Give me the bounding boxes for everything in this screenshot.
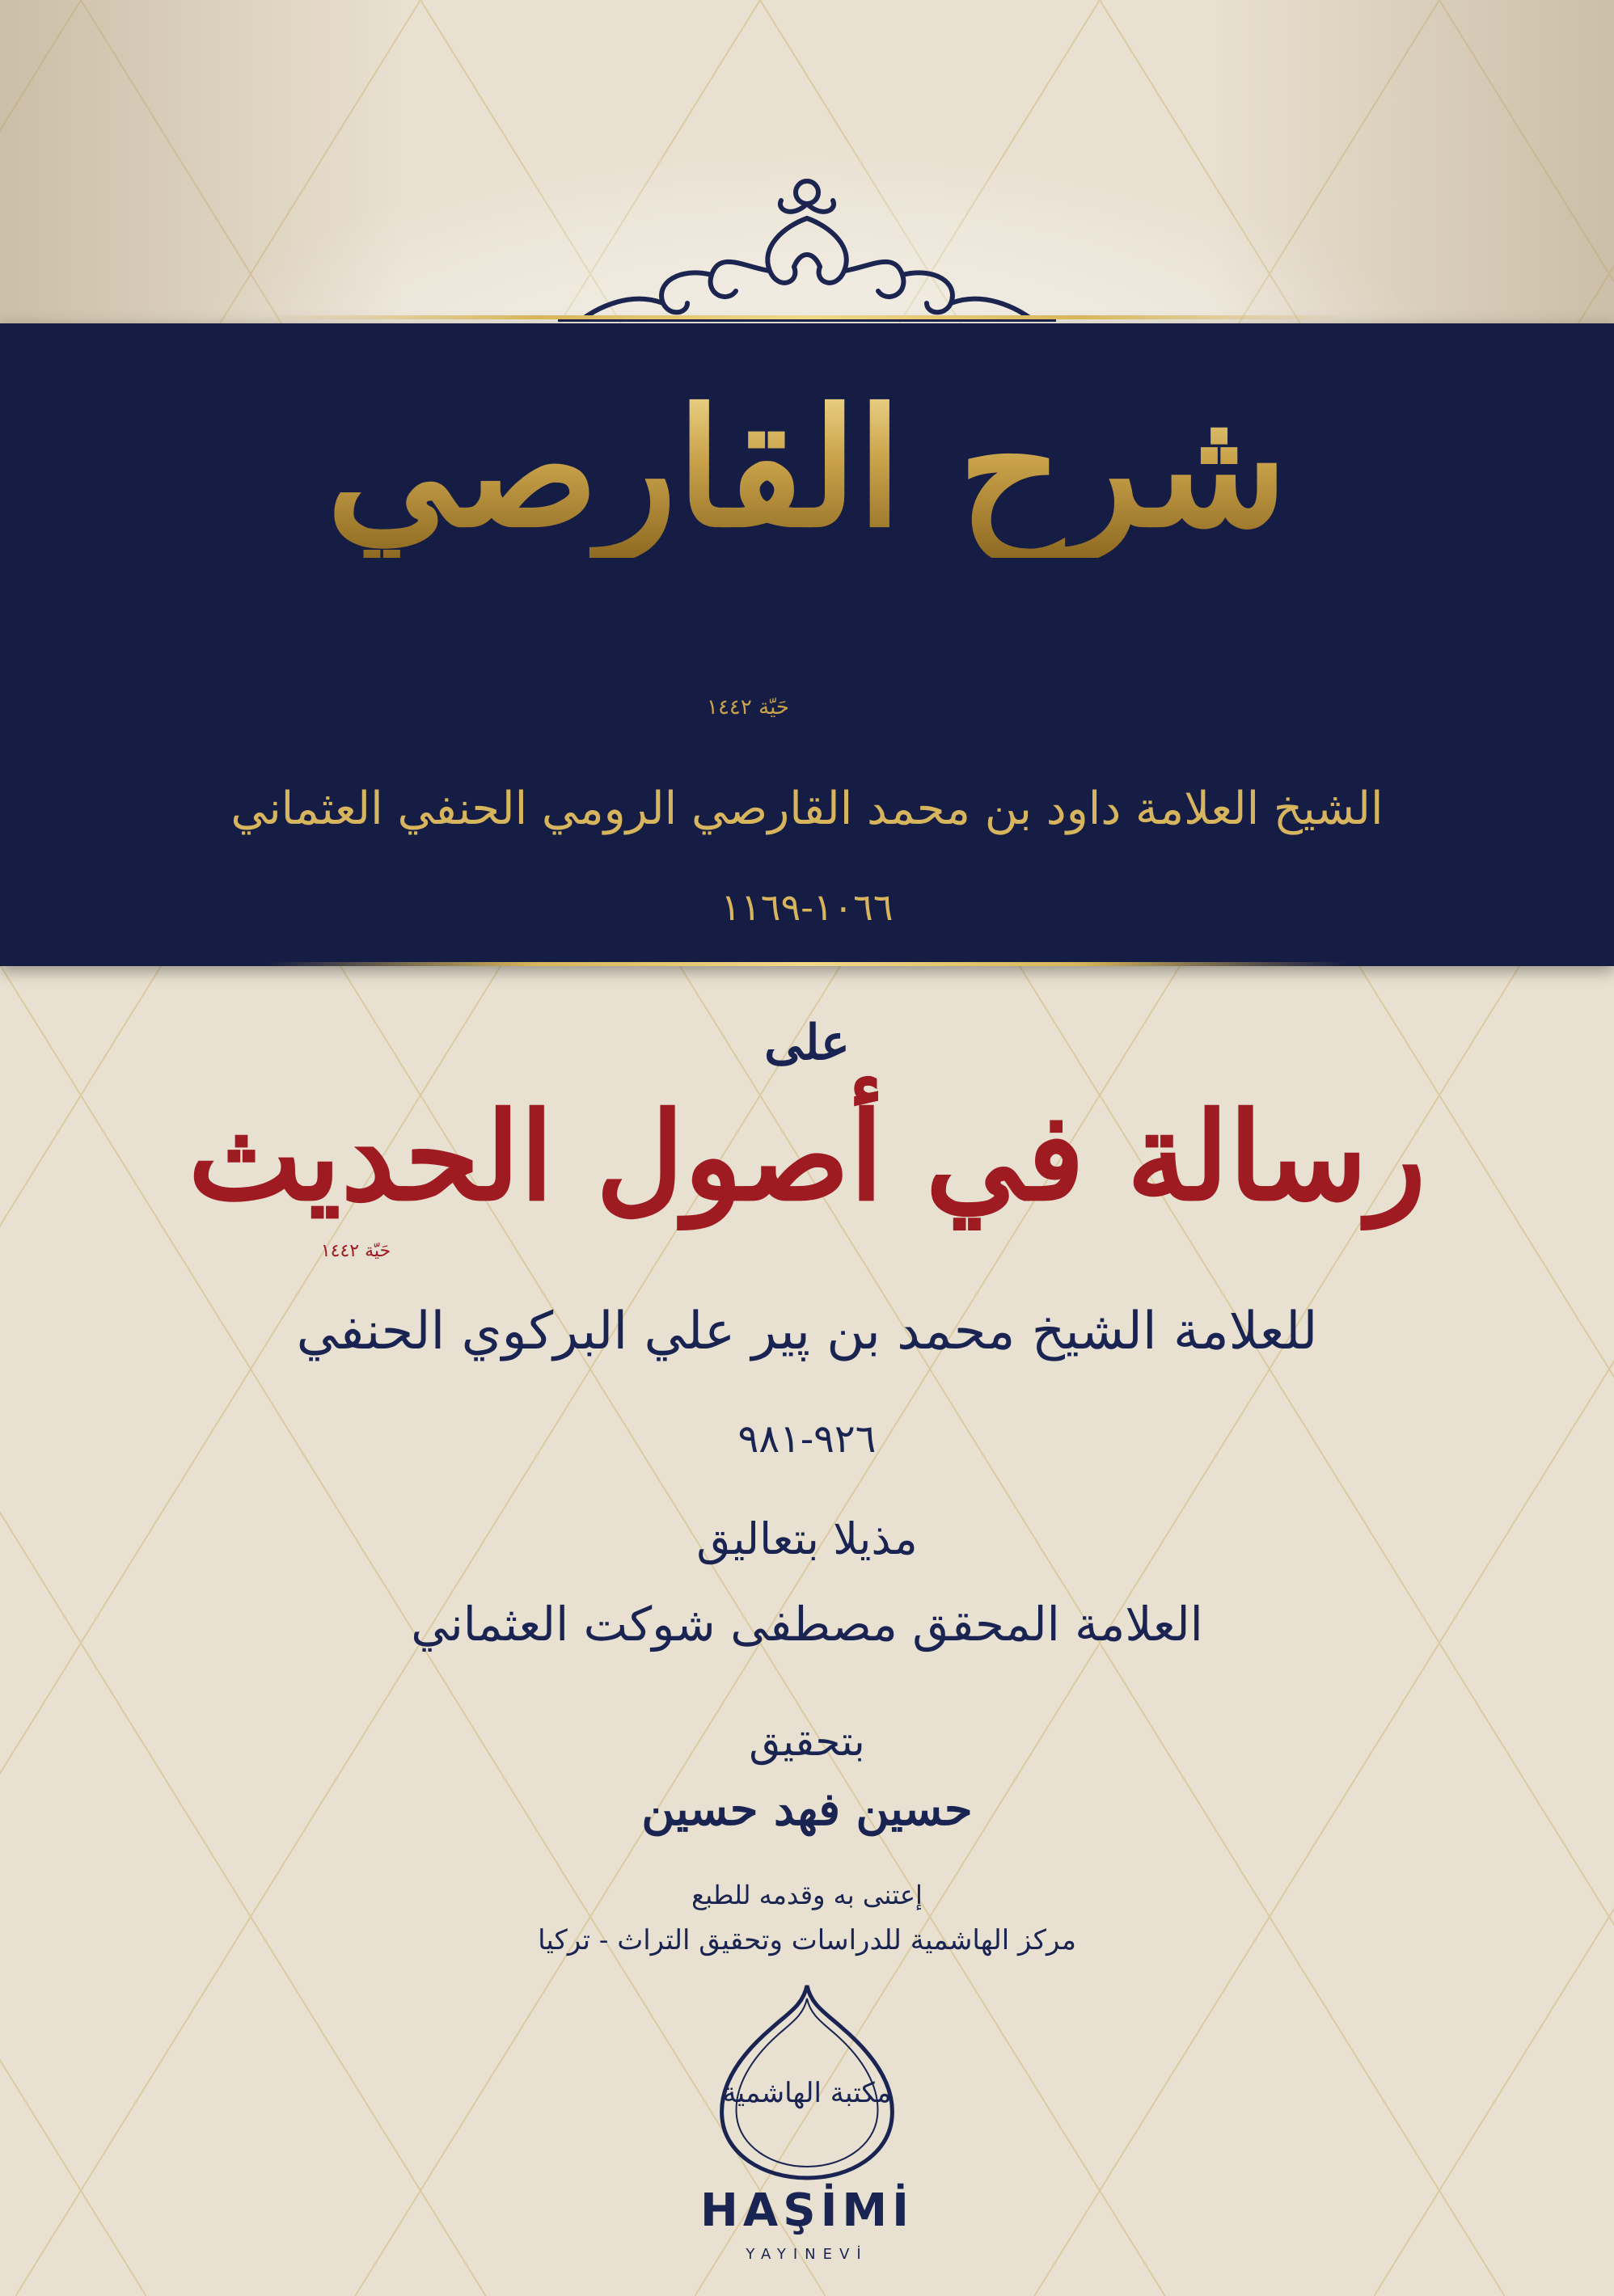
editor-label: بتحقيق — [749, 1718, 865, 1765]
gold-rule-bottom — [267, 962, 1347, 966]
annotations-label: مذيلا بتعاليق — [696, 1513, 918, 1564]
original-author-name: للعلامة الشيخ محمد بن پير علي البركوي الحنفي — [296, 1302, 1318, 1361]
main-title: شرح القارصي — [0, 380, 1614, 558]
original-author-dates: ٩٢٦-٩٨١ — [737, 1416, 877, 1462]
commentator-dates: ١٠٦٦-١١٦٩ — [720, 885, 894, 929]
publisher-center: مركز الهاشمية للدراسات وتحقيق التراث - تركيا — [538, 1924, 1076, 1956]
publisher-note: إعتنى به وقدمه للطبع — [691, 1880, 923, 1910]
logo-emblem-text: مكتبة الهاشمية — [722, 2077, 892, 2109]
commentator-name: الشيخ العلامة داود بن محمد القارصي الرومي الحنفي العثماني — [230, 783, 1384, 835]
publisher-name: HAŞİMİ — [700, 2184, 914, 2237]
subtitle: رسالة في أصول الحديث — [188, 1086, 1426, 1228]
gold-rule-top — [267, 315, 1347, 319]
annotations-author: العلامة المحقق مصطفى شوكت العثماني — [411, 1597, 1203, 1652]
on-word: على — [764, 1015, 850, 1071]
publisher-subtitle: YAYINEVİ — [746, 2246, 868, 2263]
subtitle-seal: حَيّة ١٤٤٢ — [320, 1241, 391, 1261]
publisher-logo-icon — [708, 1981, 906, 2183]
title-seal: حَيّة ١٤٤٢ — [707, 695, 789, 720]
editor-name: حسين فهد حسين — [641, 1783, 973, 1836]
scroll-ornament-icon — [558, 170, 1056, 323]
